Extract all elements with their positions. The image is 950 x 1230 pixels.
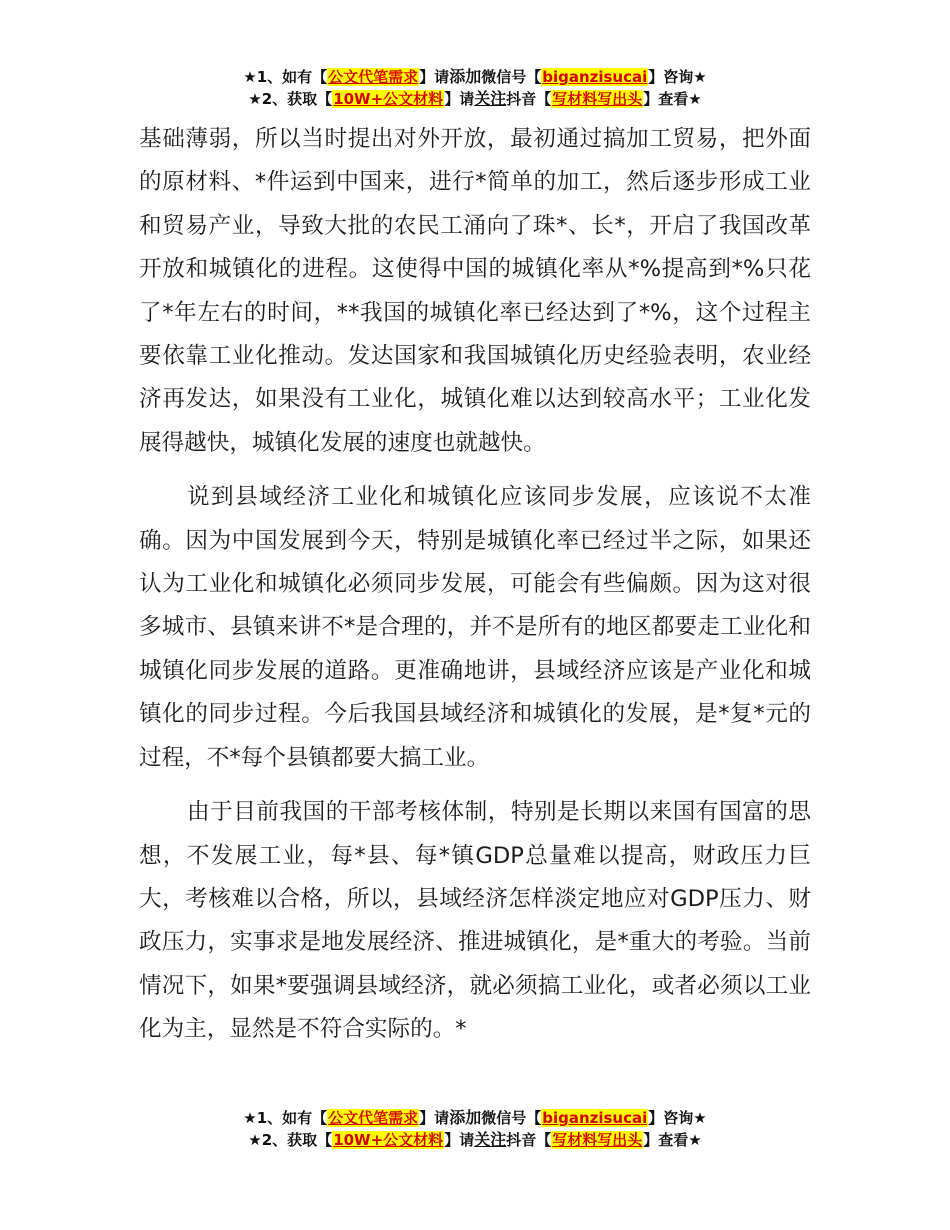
footer-banner [0,1107,950,1151]
header-banner [0,66,950,110]
highlight-wechat-id: biganzisucai [542,68,648,86]
paragraph-1: 基础薄弱，所以当时提出对外开放，最初通过搞加工贸易，把外面的原材料、*件运到中国来，进行*简单的加工，然后逐步形成工业和贸易产业，导致大批的农民工涌向了珠*、长*，开启了我国改革开放和城镇化的进程。这使得中国的城镇化率从*%提高到*%只花了*年左右的时间，**我国的城镇化率已经达到了*%，这个过程主要依靠工业化推动。发达国家和我国城镇化历史经验表明，农业经济再发达，如果没有工业化，城镇化难以达到较高水平；工业化发展得越快，城镇化发展的速度也就越快。 [139,126,811,456]
highlight-materials: 10W+公文材料 [333,1131,444,1149]
footer-line-2: ★2、获取【10W+公文材料】请关注抖音【写材料写出头】查看★ [248,1130,702,1149]
highlight-douyin: 写材料写出头 [552,1131,643,1149]
paragraph-3: 由于目前我国的干部考核体制，特别是长期以来国有国富的思想，不发展工业，每*县、每*镇GDP总量难以提高，财政压力巨大，考核难以合格，所以，县域经济怎样淡定地应对GDP压力、财政压力，实事求是地发展经济、推进城镇化，是*重大的考验。当前情况下，如果*要强调县域经济，就必须搞工业化，或者必须以工业化为主，显然是不符合实际的。* [139,799,811,1043]
footer-line-1: ★1、如有【公文代笔需求】请添加微信号【biganzisucai】咨询★ [243,1108,707,1127]
highlight-wechat-id: biganzisucai [542,1109,648,1127]
paragraph-2: 说到县域经济工业化和城镇化应该同步发展，应该说不太准确。因为中国发展到今天，特别是城镇化率已经过半之际，如果还认为工业化和城镇化必须同步发展，可能会有些偏颇。因为这对很多城市、县镇来讲不*是合理的，并不是所有的地区都要走工业化和城镇化同步发展的道路。更准确地讲，县域经济应该是产业化和城镇化的同步过程。今后我国县域经济和城镇化的发展，是*复*元的过程，不*每个县镇都要大搞工业。 [139,484,811,771]
highlight-materials: 10W+公文材料 [333,90,444,108]
header-line-1: ★1、如有【公文代笔需求】请添加微信号【biganzisucai】咨询★ [243,67,707,86]
highlight-douyin: 写材料写出头 [552,90,643,108]
header-line-2: ★2、获取【10W+公文材料】请关注抖音【写材料写出头】查看★ [248,89,702,108]
highlight-ghostwriting: 公文代笔需求 [328,68,419,86]
document-body [139,118,811,1063]
highlight-ghostwriting: 公文代笔需求 [328,1109,419,1127]
